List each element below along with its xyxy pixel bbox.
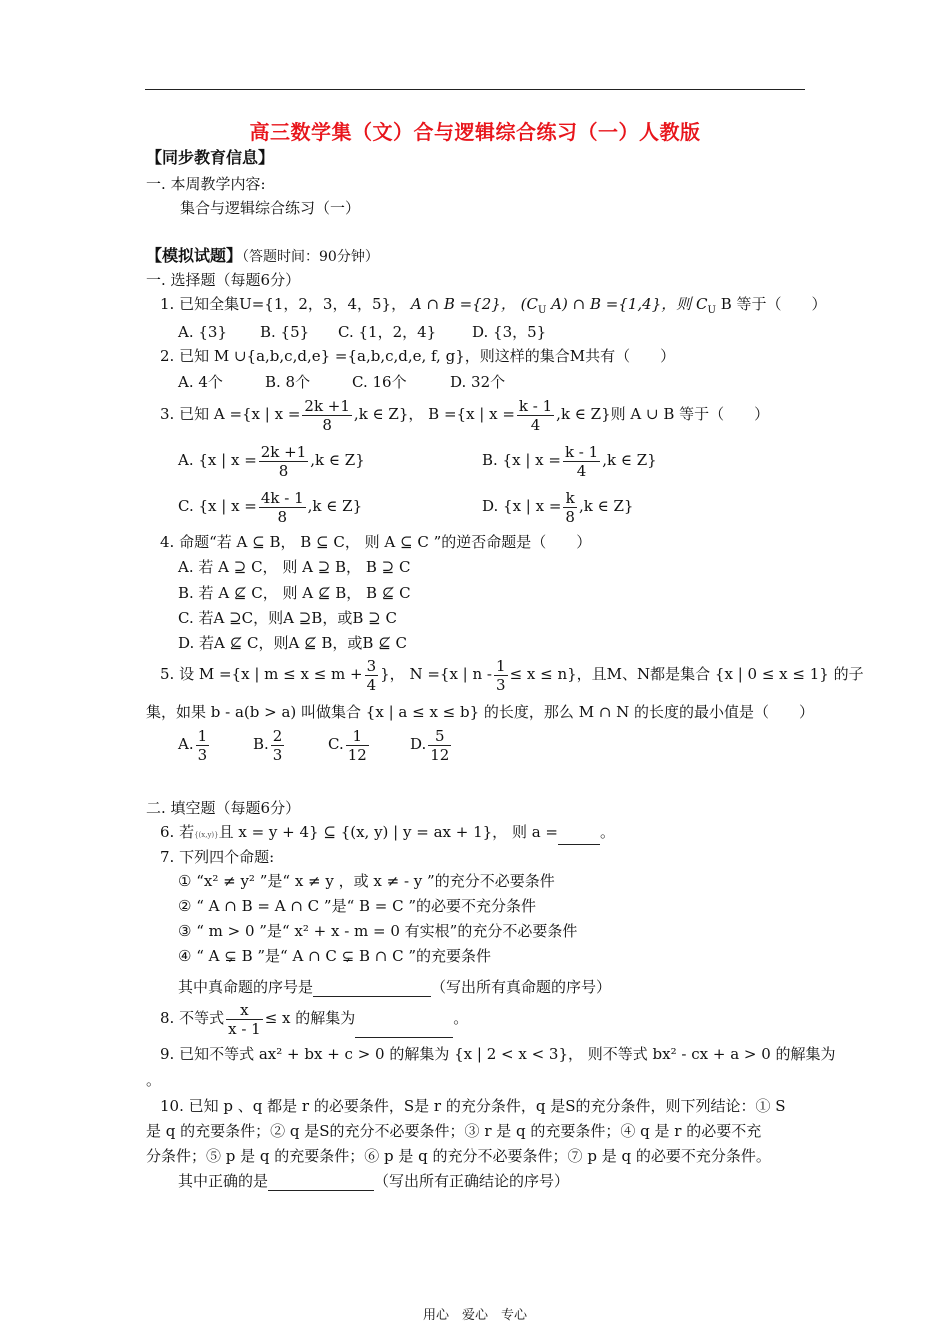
q1-text-f: B 等于（ ） xyxy=(715,295,827,313)
q3-text-a: 3. 已知 A ={x | x = xyxy=(160,405,301,423)
test-heading xyxy=(146,246,379,267)
q3-frac1-num: 2k +1 xyxy=(304,396,350,415)
q5-optb-frac xyxy=(271,727,285,764)
q3-text-b: ,k ∈ Z}， xyxy=(353,405,424,423)
section-info-heading: 【同步教育信息】 xyxy=(146,148,275,167)
q5-option-a xyxy=(178,724,211,764)
q1-text-b: A ∩ B ={2}， xyxy=(410,295,516,313)
q5-opta-den: 3 xyxy=(197,745,208,764)
q3-optc-num: 4k - 1 xyxy=(260,488,304,507)
q3-fraction-1 xyxy=(302,397,352,434)
q3-text-d: ,k ∈ Z}则 A ∪ B 等于（ ） xyxy=(556,405,770,423)
test-time: （答题时间：90分钟） xyxy=(242,249,379,265)
q1-text-a: 1. 已知全集U={1，2，3，4，5}， xyxy=(160,295,407,313)
q6-text-c: 。 xyxy=(600,823,616,841)
q1-text-d: A) ∩ B ={1,4}，则 xyxy=(546,295,692,313)
q5-f1-num: 3 xyxy=(366,656,377,675)
question-7: 7. 下列四个命题: xyxy=(160,848,275,866)
test-heading-label: 【模拟试题】 xyxy=(146,246,243,265)
q7-item-2: ② “ A ∩ B = A ∩ C ”是“ B = C ”的必要不充分条件 xyxy=(178,897,537,915)
q10-tail-b: （写出所有正确结论的序号） xyxy=(374,1172,570,1190)
q5-opta-num: 1 xyxy=(197,726,208,745)
question-9: 9. 已知不等式 ax² + bx + c > 0 的解集为 {x | 2 < x < 3}， 则不等式 bx² - cx + a > 0 的解集为 xyxy=(160,1045,836,1063)
question-6 xyxy=(160,822,615,845)
q7-tail-b: （写出所有真命题的序号） xyxy=(431,978,612,996)
q3-opta-post: ,k ∈ Z} xyxy=(310,451,365,469)
q8-num: x xyxy=(226,1001,263,1020)
question-10-line-2: 是 q 的充要条件；② q 是S的充分不必要条件；③ r 是 q 的充要条件；④ q 是 r 的必要不充 xyxy=(146,1122,762,1140)
question-4: 4. 命题“若 A ⊆ B， B ⊆ C， 则 A ⊆ C ”的逆否命题是（ ） xyxy=(160,533,592,551)
q3-optc-pre: C. {x | x = xyxy=(178,497,257,515)
q1-text-e: C xyxy=(696,295,708,313)
q3-fraction-2 xyxy=(517,397,554,434)
q5-option-c xyxy=(328,724,371,764)
q3-optd-num: k xyxy=(563,489,577,508)
q7-tail xyxy=(178,977,611,997)
q5-optd-num: 5 xyxy=(428,727,451,746)
q7-item-4: ④ “ A ⊊ B ”是“ A ∩ C ⊊ B ∩ C ”的充要条件 xyxy=(178,947,492,965)
q3-text-c: B ={x | x = xyxy=(428,405,515,423)
q5-fraction-1 xyxy=(365,657,379,694)
q5-f2-den: 3 xyxy=(496,675,506,694)
q1-option-d: D. {3，5} xyxy=(472,323,547,341)
q4-option-a: A. 若 A ⊇ C， 则 A ⊇ B， B ⊇ C xyxy=(178,558,411,576)
q5-option-b xyxy=(253,724,286,764)
page-footer: 用心 爱心 专心 xyxy=(422,1308,527,1323)
q3-option-c xyxy=(178,486,362,526)
part2-heading: 二. 填空题（每题6分） xyxy=(146,799,301,817)
q7-tail-a: 其中真命题的序号是 xyxy=(178,978,314,996)
q6-tiny: {(x,y)} xyxy=(194,831,219,839)
top-rule xyxy=(145,89,805,90)
q5-text-b: }， N ={x | n - xyxy=(380,665,493,683)
q2-option-d: D. 32个 xyxy=(450,373,506,391)
q5-option-d xyxy=(410,724,453,764)
q3-frac2-den: 4 xyxy=(530,415,541,434)
q3-opta-num: 2k +1 xyxy=(260,442,307,461)
q8-den: x - 1 xyxy=(228,1019,261,1038)
q3-opta-frac xyxy=(259,443,309,480)
q3-frac1-den: 8 xyxy=(322,415,332,434)
q8-fraction xyxy=(226,1001,263,1038)
q5-opta-frac xyxy=(196,727,210,764)
q2-option-b: B. 8个 xyxy=(265,373,311,391)
question-1 xyxy=(160,294,827,321)
q4-option-d: D. 若A ⊈ C，则A ⊈ B，或B ⊈ C xyxy=(178,634,408,652)
q6-text-b: 且 x = y + 4} ⊆ {(x, y) | y = ax + 1}， 则 a = xyxy=(218,823,558,841)
q5-f1-den: 4 xyxy=(366,675,377,694)
q5-optb-den: 3 xyxy=(272,745,283,764)
q4-option-c: C. 若A ⊇C，则A ⊇B，或B ⊇ C xyxy=(178,609,397,627)
q8-text-a: 8. 不等式 xyxy=(160,1009,225,1027)
q5-optd-den: 12 xyxy=(430,745,450,764)
q5-line-2: 集，如果 b - a(b > a) 叫做集合 {x | a ≤ x ≤ b} 的长度，那么 M ∩ N 的长度的最小值是（ ） xyxy=(146,703,815,721)
q1-sub-u1: U xyxy=(537,305,547,316)
q3-optb-num: k - 1 xyxy=(564,442,599,461)
q3-optd-post: ,k ∈ Z} xyxy=(578,497,634,515)
q5-opta-label: A. xyxy=(178,735,194,753)
q1-option-b: B. {5} xyxy=(260,323,310,341)
question-5 xyxy=(160,654,864,694)
q10-tail-a: 其中正确的是 xyxy=(178,1172,269,1190)
q5-optb-num: 2 xyxy=(272,726,283,745)
q3-optc-post: ,k ∈ Z} xyxy=(307,497,363,515)
q3-optc-frac xyxy=(259,489,306,526)
question-10-line-3: 分条件；⑤ p 是 q 的充要条件；⑥ p 是 q 的充分不必要条件；⑦ p 是 q 的必要不充分条件。 xyxy=(146,1147,771,1165)
q5-f2-num: 1 xyxy=(496,656,506,675)
q5-text-c: ≤ x ≤ n}，且M、N都是集合 {x | 0 ≤ x ≤ 1} 的子 xyxy=(509,665,864,683)
question-3 xyxy=(160,394,769,434)
q1-option-a: A. {3} xyxy=(178,323,227,341)
q2-option-a: A. 4个 xyxy=(178,373,223,391)
q3-optc-den: 8 xyxy=(277,507,288,526)
q4-option-b: B. 若 A ⊈ C， 则 A ⊈ B， B ⊈ C xyxy=(178,584,411,602)
q3-option-b xyxy=(482,440,657,480)
q1-text-c: (C xyxy=(520,295,538,313)
q5-fraction-2 xyxy=(494,657,508,694)
q7-answer-blank[interactable] xyxy=(313,980,431,997)
q3-optd-pre: D. {x | x = xyxy=(482,497,562,515)
q7-item-3: ③ “ m > 0 ”是“ x² + x - m = 0 有实根”的充分不必要条件 xyxy=(178,922,578,940)
q5-text-a: 5. 设 M ={x | m ≤ x ≤ m + xyxy=(160,665,363,683)
q3-optb-post: ,k ∈ Z} xyxy=(602,451,657,469)
q5-optd-label: D. xyxy=(410,735,427,753)
q7-item-1: ① “x² ≠ y² ”是“ x ≠ y ，或 x ≠ - y ”的充分不必要条件 xyxy=(178,872,555,890)
q3-option-a xyxy=(178,440,365,480)
q6-answer-blank[interactable] xyxy=(558,828,600,845)
q8-answer-blank[interactable] xyxy=(355,1021,453,1038)
q3-frac2-num: k - 1 xyxy=(518,396,553,415)
q5-optc-label: C. xyxy=(328,735,344,753)
part1-heading: 一. 选择题（每题6分） xyxy=(146,271,301,289)
q5-optd-frac xyxy=(428,727,451,764)
q5-optc-frac xyxy=(346,727,369,764)
q1-sub-u2: U xyxy=(707,305,716,316)
section-info-content: 集合与逻辑综合练习（一） xyxy=(180,199,361,217)
q3-opta-pre: A. {x | x = xyxy=(178,451,257,469)
section-info-item: 一. 本周教学内容: xyxy=(146,175,266,193)
q3-optb-pre: B. {x | x = xyxy=(482,451,561,469)
question-2: 2. 已知 M ∪{a,b,c,d,e} ={a,b,c,d,e, f, g}，则这样的集合M共有（ ） xyxy=(160,347,676,365)
q3-optd-frac xyxy=(563,489,577,526)
q10-answer-blank[interactable] xyxy=(268,1174,374,1191)
q2-option-c: C. 16个 xyxy=(352,373,407,391)
q3-option-d xyxy=(482,486,633,526)
question-8 xyxy=(160,998,468,1038)
q3-opta-den: 8 xyxy=(278,461,289,480)
q3-optd-den: 8 xyxy=(565,507,575,526)
q9-end: 。 xyxy=(146,1071,162,1089)
q1-option-c: C. {1，2，4} xyxy=(338,323,437,341)
q5-optb-label: B. xyxy=(253,735,269,753)
q5-optc-num: 1 xyxy=(346,727,369,746)
q3-optb-frac xyxy=(563,443,600,480)
page-title: 高三数学集（文）合与逻辑综合练习（一）人教版 xyxy=(249,120,701,144)
q8-text-b: ≤ x 的解集为 xyxy=(264,1009,356,1027)
question-10-line-1: 10. 已知 p 、q 都是 r 的必要条件，S是 r 的充分条件，q 是S的充分条件，则下列结论：① S xyxy=(160,1097,786,1115)
q8-text-c: 。 xyxy=(453,1009,469,1027)
q10-tail xyxy=(178,1171,569,1191)
q6-text-a: 6. 若 xyxy=(160,823,195,841)
q3-optb-den: 4 xyxy=(576,461,587,480)
q5-optc-den: 12 xyxy=(347,745,367,764)
